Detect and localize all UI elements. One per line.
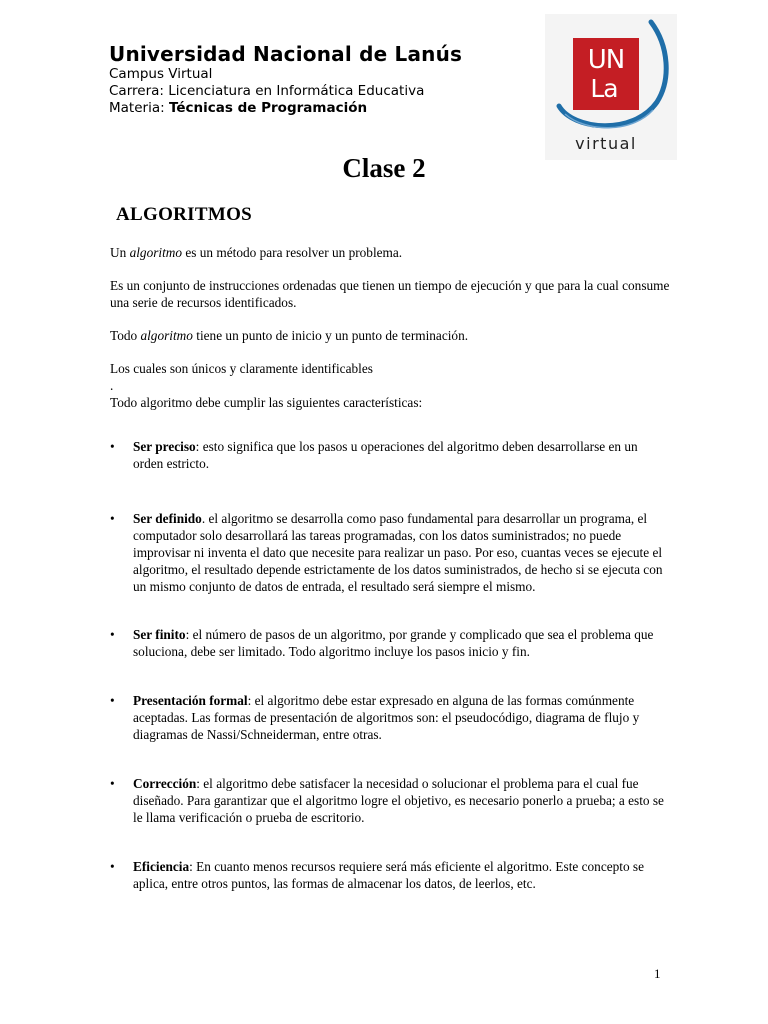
logo-text-la: La bbox=[590, 74, 618, 103]
list-item: • Ser preciso: esto significa que los pasos u operaciones del algoritmo deben desarrollarse en un orden estricto. bbox=[110, 439, 638, 471]
list-item: • Ser finito: el número de pasos de un algoritmo, por grande y complicado que sea el problema que soluciona, debe ser limitado. Todo algoritmo incluye los pasos inicio y fin. bbox=[110, 627, 654, 659]
subject-line bbox=[109, 100, 462, 117]
intro-paragraph-2: Es un conjunto de instrucciones ordenadas que tienen un tiempo de ejecución y que para la cual consume una serie de recursos identificados. bbox=[110, 278, 670, 310]
bullet-icon: • bbox=[110, 511, 115, 526]
unla-virtual-logo bbox=[545, 14, 677, 160]
subject-value: Técnicas de Programación bbox=[168, 100, 368, 116]
bullet-icon: • bbox=[110, 776, 115, 791]
list-item: • Ser definido. el algoritmo se desarrolla como paso fundamental para desarrollar un programa, el computador solo desarrollará las tareas programadas, con los datos suministrados; no puede improvisar ni inventa el dato que necesite para realizar un paso. Por eso, cuantas veces se ejecute el algoritmo, el resultado depende estrictamente de los datos suministrados, de hecho si se ejecuta con un mismo conjunto de datos de entrada, el resultado será siempre el mismo. bbox=[110, 511, 663, 594]
page-number: 1 bbox=[654, 966, 661, 981]
bullet-icon: • bbox=[110, 693, 115, 708]
intro-paragraph-1: Un algoritmo es un método para resolver un problema. bbox=[110, 245, 403, 260]
characteristics-list bbox=[110, 438, 670, 892]
intro-paragraph-3: Todo algoritmo tiene un punto de inicio y un punto de terminación. bbox=[110, 328, 469, 343]
logo-caption: virtual bbox=[575, 134, 637, 153]
term-algoritmo: algoritmo bbox=[129, 245, 183, 260]
list-item: • Eficiencia: En cuanto menos recursos requiere será más eficiente el algoritmo. Este concepto se aplica, entre otros puntos, las formas de almacenar los datos, de leerlos, etc. bbox=[110, 859, 645, 891]
subject-label: Materia: bbox=[109, 100, 165, 116]
list-item: • Corrección: el algoritmo debe satisfacer la necesidad o solucionar el problema para el cual fue diseñado. Para garantizar que el algoritmo logre el objetivo, es necesario ponerlo a prueba; a esto se le llama verificación o prueba de escritorio. bbox=[110, 776, 664, 825]
list-item: • Presentación formal: el algoritmo debe estar expresado en alguna de las formas comúnmente aceptadas. Las formas de presentación de algoritmos son: el pseudocódigo, diagrama de flujo y diagramas de Nassi/Schneiderman, entre otras. bbox=[110, 693, 640, 742]
stray-period: . bbox=[110, 378, 114, 393]
bullet-icon: • bbox=[110, 859, 115, 874]
university-name: Universidad Nacional de Lanús bbox=[109, 42, 463, 66]
intro-paragraph-4: Los cuales son únicos y claramente identificables bbox=[110, 361, 373, 376]
career-label: Carrera: bbox=[109, 83, 164, 99]
section-heading: ALGORITMOS bbox=[116, 204, 253, 225]
intro-paragraph-5: Todo algoritmo debe cumplir las siguientes características: bbox=[110, 395, 423, 410]
campus-line: Campus Virtual bbox=[109, 66, 213, 82]
term-algoritmo: algoritmo bbox=[140, 328, 193, 343]
class-title: Clase 2 bbox=[342, 153, 426, 183]
document-header bbox=[109, 42, 462, 117]
bullet-icon: • bbox=[110, 627, 115, 642]
career-value: Licenciatura en Informática Educativa bbox=[168, 83, 425, 99]
career-line bbox=[109, 83, 462, 100]
document-body bbox=[110, 244, 670, 892]
bullet-icon: • bbox=[110, 439, 115, 454]
logo-text-un: UN bbox=[587, 45, 625, 75]
